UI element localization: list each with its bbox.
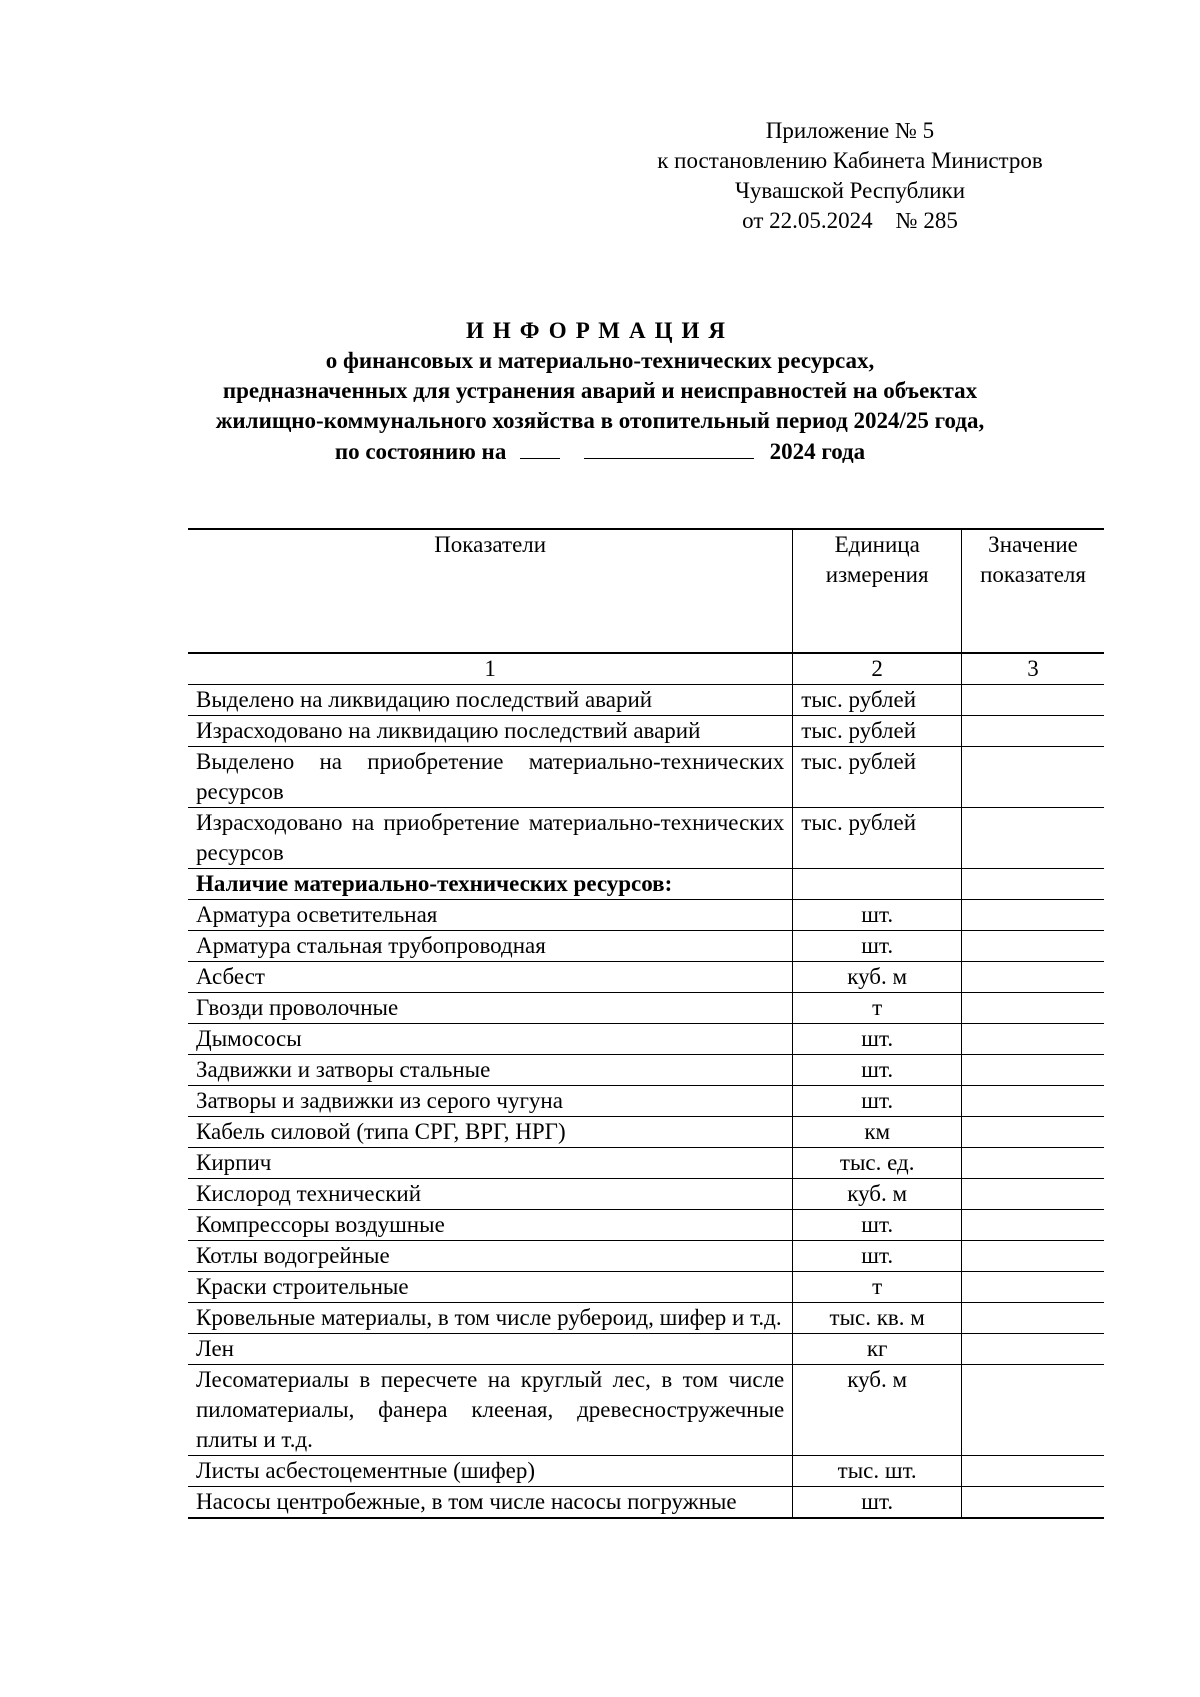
- table-row: [188, 1117, 1104, 1148]
- indicator-value: [962, 900, 1104, 931]
- unit-of-measure: шт.: [793, 1024, 962, 1055]
- heading-line-4: [140, 436, 1060, 467]
- indicator-value: [962, 962, 1104, 993]
- table-row: [188, 1024, 1104, 1055]
- document-heading: [140, 316, 1060, 467]
- indicator-name: Арматура стальная трубопроводная: [188, 931, 793, 962]
- indicator-name: Краски строительные: [188, 1272, 793, 1303]
- indicator-name: Кирпич: [188, 1148, 793, 1179]
- indicator-name: Израсходовано на приобретение материально-технических ресурсов: [188, 808, 793, 869]
- appendix-republic: Чувашской Республики: [734, 178, 966, 203]
- indicator-value: [962, 685, 1104, 716]
- status-date-prefix: по состоянию на: [334, 439, 507, 464]
- indicator-value: [962, 993, 1104, 1024]
- table-row: [188, 1148, 1104, 1179]
- indicator-name: Котлы водогрейные: [188, 1241, 793, 1272]
- unit-of-measure: шт.: [793, 1487, 962, 1519]
- table-row: [188, 1272, 1104, 1303]
- indicator-value: [962, 1086, 1104, 1117]
- indicator-value: [962, 1365, 1104, 1456]
- indicator-value: [962, 808, 1104, 869]
- heading-line-3: жилищно-коммунального хозяйства в отопительный период 2024/25 года,: [215, 408, 985, 433]
- unit-of-measure: куб. м: [793, 1365, 962, 1456]
- heading-line-2: предназначенных для устранения аварий и неисправностей на объектах: [222, 378, 978, 403]
- unit-of-measure: шт.: [793, 931, 962, 962]
- indicator-name: Выделено на приобретение материально-технических ресурсов: [188, 747, 793, 808]
- indicator-value: [962, 747, 1104, 808]
- unit-of-measure: т: [793, 1272, 962, 1303]
- header-unit: Единица измерения: [793, 529, 962, 653]
- appendix-block: [600, 116, 1100, 236]
- indicator-value: [962, 1487, 1104, 1519]
- unit-of-measure: шт.: [793, 1210, 962, 1241]
- unit-of-measure: км: [793, 1117, 962, 1148]
- day-blank: [520, 436, 560, 459]
- heading-line-1: о финансовых и материально-технических ресурсах,: [325, 348, 875, 373]
- indicator-name: Насосы центробежные, в том числе насосы погружные: [188, 1487, 793, 1519]
- indicator-value: [962, 1117, 1104, 1148]
- indicator-name: Лен: [188, 1334, 793, 1365]
- unit-of-measure: шт.: [793, 1055, 962, 1086]
- table-row: [188, 993, 1104, 1024]
- column-number-2: 2: [793, 653, 962, 685]
- unit-of-measure: т: [793, 993, 962, 1024]
- indicator-value: [962, 1179, 1104, 1210]
- indicator-name: Выделено на ликвидацию последствий аварий: [188, 685, 793, 716]
- indicator-value: [962, 1148, 1104, 1179]
- unit-of-measure: [793, 869, 962, 900]
- table-row: [188, 716, 1104, 747]
- appendix-decree: к постановлению Кабинета Министров: [657, 148, 1043, 173]
- unit-of-measure: кг: [793, 1334, 962, 1365]
- unit-of-measure: тыс. шт.: [793, 1456, 962, 1487]
- indicator-value: [962, 1241, 1104, 1272]
- resources-table: [188, 528, 1104, 1519]
- indicator-name: Наличие материально-технических ресурсов:: [188, 869, 793, 900]
- column-numbers-row: [188, 653, 1104, 685]
- indicator-name: Арматура осветительная: [188, 900, 793, 931]
- column-number-1: 1: [188, 653, 793, 685]
- table-row: [188, 1303, 1104, 1334]
- unit-of-measure: тыс. рублей: [793, 747, 962, 808]
- unit-of-measure: куб. м: [793, 1179, 962, 1210]
- table-row: [188, 808, 1104, 869]
- indicator-name: Кровельные материалы, в том числе рубероид, шифер и т.д.: [188, 1303, 793, 1334]
- column-number-3: 3: [962, 653, 1104, 685]
- indicator-value: [962, 1055, 1104, 1086]
- indicator-name: Кислород технический: [188, 1179, 793, 1210]
- table-row: [188, 1456, 1104, 1487]
- unit-of-measure: тыс. рублей: [793, 716, 962, 747]
- indicator-name: Компрессоры воздушные: [188, 1210, 793, 1241]
- indicator-name: Израсходовано на ликвидацию последствий аварий: [188, 716, 793, 747]
- indicator-value: [962, 1210, 1104, 1241]
- table-row: [188, 1210, 1104, 1241]
- table-header-row: [188, 529, 1104, 653]
- table-row: [188, 685, 1104, 716]
- indicator-name: Лесоматериалы в пересчете на круглый лес, в том числе пиломатериалы, фанера клееная, древесностружечные плиты и т.д.: [188, 1365, 793, 1456]
- indicator-value: [962, 1456, 1104, 1487]
- table-row: [188, 1487, 1104, 1519]
- indicator-value: [962, 716, 1104, 747]
- table-row: [188, 900, 1104, 931]
- table-row: [188, 869, 1104, 900]
- unit-of-measure: тыс. кв. м: [793, 1303, 962, 1334]
- indicator-name: Задвижки и затворы стальные: [188, 1055, 793, 1086]
- month-blank: [584, 436, 754, 459]
- table-row: [188, 747, 1104, 808]
- status-date-suffix: 2024 года: [769, 439, 866, 464]
- unit-of-measure: куб. м: [793, 962, 962, 993]
- table-row: [188, 1334, 1104, 1365]
- indicator-value: [962, 1334, 1104, 1365]
- table-row: [188, 1365, 1104, 1456]
- table-row: [188, 1241, 1104, 1272]
- table-row: [188, 1086, 1104, 1117]
- indicator-name: Дымососы: [188, 1024, 793, 1055]
- indicator-value: [962, 869, 1104, 900]
- unit-of-measure: тыс. рублей: [793, 808, 962, 869]
- table-row: [188, 1179, 1104, 1210]
- appendix-date-number: от 22.05.2024 № 285: [742, 208, 958, 233]
- unit-of-measure: шт.: [793, 900, 962, 931]
- indicator-name: Затворы и задвижки из серого чугуна: [188, 1086, 793, 1117]
- table-row: [188, 1055, 1104, 1086]
- indicator-name: Кабель силовой (типа СРГ, ВРГ, НРГ): [188, 1117, 793, 1148]
- indicator-name: Асбест: [188, 962, 793, 993]
- unit-of-measure: шт.: [793, 1241, 962, 1272]
- indicator-name: Листы асбестоцементные (шифер): [188, 1456, 793, 1487]
- table-row: [188, 931, 1104, 962]
- appendix-number: Приложение № 5: [765, 118, 935, 143]
- document-title: ИНФОРМАЦИЯ: [465, 318, 735, 343]
- header-indicators: Показатели: [188, 529, 793, 653]
- indicator-value: [962, 1024, 1104, 1055]
- unit-of-measure: тыс. рублей: [793, 685, 962, 716]
- table-row: [188, 962, 1104, 993]
- unit-of-measure: тыс. ед.: [793, 1148, 962, 1179]
- indicator-name: Гвозди проволочные: [188, 993, 793, 1024]
- unit-of-measure: шт.: [793, 1086, 962, 1117]
- indicator-value: [962, 1272, 1104, 1303]
- indicator-value: [962, 931, 1104, 962]
- header-value: Значение показателя: [962, 529, 1104, 653]
- indicator-value: [962, 1303, 1104, 1334]
